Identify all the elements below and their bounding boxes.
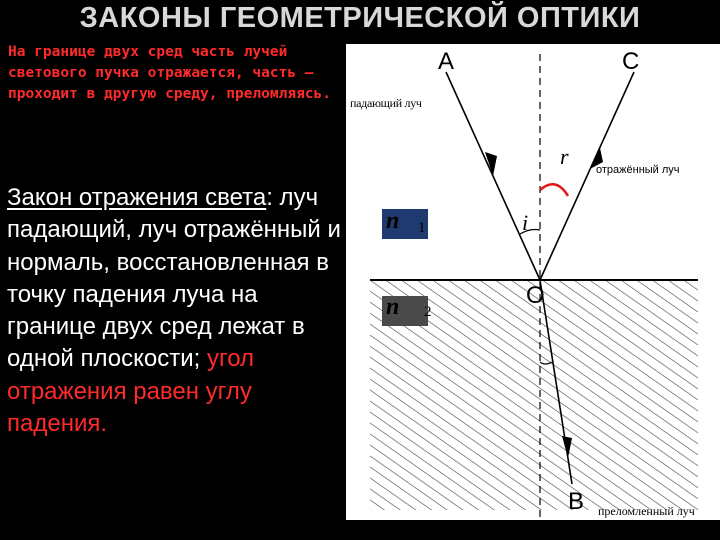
law-statement: луч падающий, луч отражённый и нормаль, восстановленная в точку падения луча на границе двух сред лежат в одной плоскости;	[7, 184, 341, 373]
label-point-a: A	[438, 48, 455, 75]
label-point-c: C	[622, 48, 640, 75]
angle-r-arc	[540, 184, 568, 196]
intro-text: На границе двух сред часть лучей светового пучка отражается, часть – проходит в другую среду, преломляясь.	[8, 44, 332, 102]
label-reflected-ray: отражённый луч	[596, 164, 680, 176]
label-angle-i: i	[522, 210, 529, 235]
label-medium-2: n	[386, 294, 400, 320]
label-medium-1: n	[386, 208, 400, 234]
reflection-diagram	[346, 44, 720, 520]
reflection-law	[7, 182, 345, 440]
label-point-b: B	[568, 488, 585, 515]
law-term: Закон отражения света	[7, 184, 267, 211]
reflected-ray	[540, 72, 634, 280]
label-angle-r: r	[560, 144, 569, 169]
label-point-o: O	[526, 282, 545, 309]
label-incident-ray: падающий луч	[350, 96, 422, 110]
label-medium-1-index: 1	[418, 220, 426, 236]
label-medium-2-index: 2	[424, 304, 432, 320]
law-colon: :	[266, 184, 273, 211]
label-refracted-ray: преломленный луч	[598, 504, 695, 518]
slide-title: ЗАКОНЫ ГЕОМЕТРИЧЕСКОЙ ОПТИКИ	[79, 2, 641, 34]
law-angle-rule: угол отражения равен углу падения.	[7, 345, 255, 438]
